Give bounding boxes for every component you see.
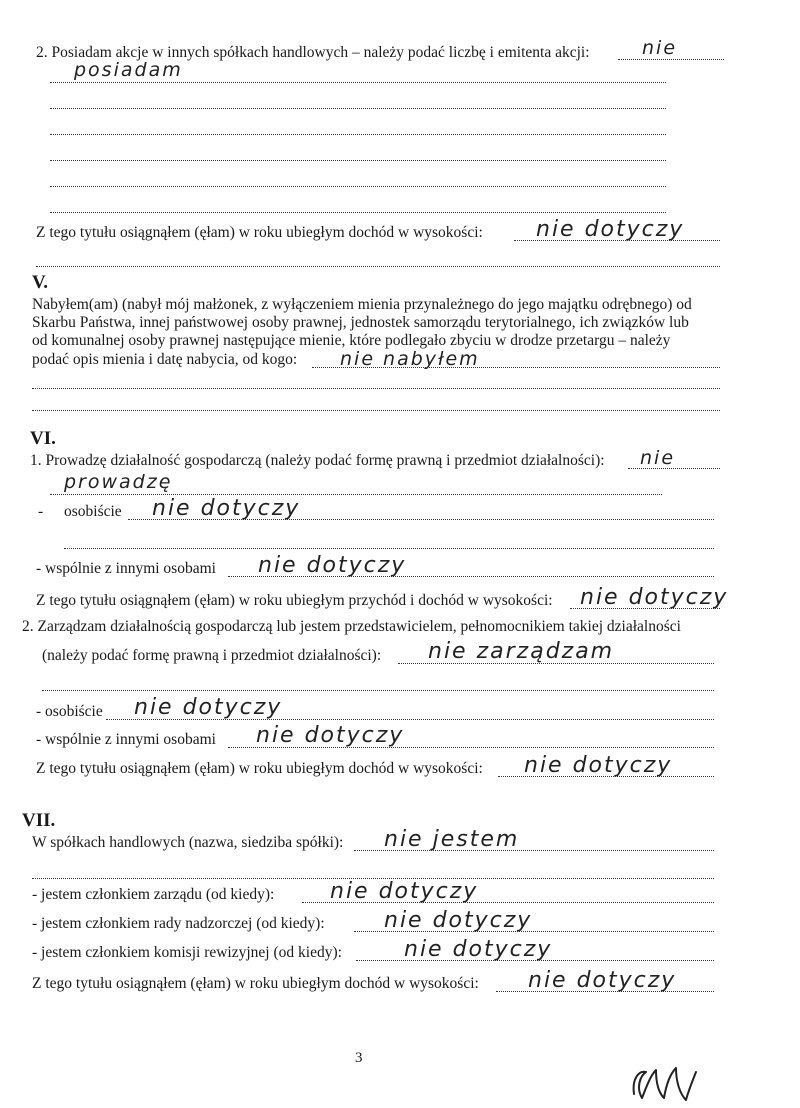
vi-income1-label: Z tego tytułu osiągnąłem (ęłam) w roku ubiegłym przychód i dochód w wysokości: xyxy=(36,592,553,609)
answer-line xyxy=(42,690,714,691)
iv-income-answer: nie dotyczy xyxy=(536,217,685,242)
vi-personal-dash: - xyxy=(38,503,44,520)
vii-companies-label: W spółkach handlowych (nazwa, siedziba spółki): xyxy=(32,834,344,851)
section-v-text-1: Nabyłem(am) (nabył mój małżonek, z wyłączeniem mienia przynależnego do jego majątku odrębnego) od xyxy=(32,296,692,313)
vi-item1-answer-2: prowadzę xyxy=(64,471,173,493)
vii-audit-label: - jestem członkiem komisji rewizyjnej (od kiedy): xyxy=(32,944,342,961)
vi-item1-label: 1. Prowadzę działalność gospodarczą (należy podać formę prawną i przedmiot działalności): xyxy=(30,452,605,469)
vii-audit-answer: nie dotyczy xyxy=(404,937,553,962)
answer-line xyxy=(64,548,714,549)
vi-item2-text-1: 2. Zarządzam działalnością gospodarczą lub jestem przedstawicielem, pełnomocnikiem takiej działalności xyxy=(22,618,681,635)
vi-personal2-answer: nie dotyczy xyxy=(134,695,283,720)
vi-income1-answer: nie dotyczy xyxy=(580,585,729,610)
vii-supervisory-label: - jestem członkiem rady nadzorczej (od kiedy): xyxy=(32,915,325,932)
iv-item2-answer-1: nie xyxy=(642,37,678,59)
section-v-text-3: od komunalnej osoby prawnej następujące mienie, które podlegało zbyciu w drodze przetargu – należy xyxy=(32,332,671,349)
iv-item2-answer-2: posiadam xyxy=(74,59,183,81)
vi-personal-label: osobiście xyxy=(64,503,122,520)
vi-income2-answer: nie dotyczy xyxy=(524,753,673,778)
vi-item2-text-2: (należy podać formę prawną i przedmiot działalności): xyxy=(42,647,382,664)
vii-supervisory-answer: nie dotyczy xyxy=(384,908,533,933)
answer-line xyxy=(50,82,666,83)
signature-initials xyxy=(626,1058,706,1106)
vi-item2-answer: nie zarządzam xyxy=(428,639,615,664)
section-v-heading: V. xyxy=(32,272,49,293)
answer-line xyxy=(50,134,666,135)
vi-personal-answer: nie dotyczy xyxy=(152,496,301,521)
answer-line xyxy=(36,266,720,267)
iv-item2-label: 2. Posiadam akcje w innych spółkach handlowych – należy podać liczbę i emitenta akcji: xyxy=(36,44,590,61)
answer-line xyxy=(50,160,666,161)
vi-joint2-label: - wspólnie z innymi osobami xyxy=(36,731,216,748)
section-v-answer: nie nabyłem xyxy=(340,348,480,370)
page-number: 3 xyxy=(355,1050,363,1066)
vii-income-answer: nie dotyczy xyxy=(528,968,677,993)
section-vii-heading: VII. xyxy=(22,810,56,831)
vi-item1-answer-1: nie xyxy=(640,447,676,469)
vii-income-label: Z tego tytułu osiągnąłem (ęłam) w roku ubiegłym dochód w wysokości: xyxy=(32,975,479,992)
answer-line xyxy=(50,108,666,109)
vii-board-answer: nie dotyczy xyxy=(330,879,479,904)
vi-joint2-answer: nie dotyczy xyxy=(256,723,405,748)
iv-income-label: Z tego tytułu osiągnąłem (ęłam) w roku ubiegłym dochód w wysokości: xyxy=(36,224,483,241)
vii-companies-answer: nie jestem xyxy=(384,827,520,852)
vi-personal2-label: - osobiście xyxy=(36,703,103,720)
vii-board-label: - jestem członkiem zarządu (od kiedy): xyxy=(32,886,275,903)
section-v-text-2: Skarbu Państwa, innej państwowej osoby prawnej, jednostek samorządu terytorialnego, ich związków lub xyxy=(32,314,689,331)
section-vi-heading: VI. xyxy=(30,428,56,449)
answer-line xyxy=(50,494,662,495)
vi-joint-label: - wspólnie z innymi osobami xyxy=(36,560,216,577)
answer-line xyxy=(50,186,666,187)
vi-income2-label: Z tego tytułu osiągnąłem (ęłam) w roku ubiegłym dochód w wysokości: xyxy=(36,760,483,777)
vi-joint-answer: nie dotyczy xyxy=(258,553,407,578)
section-v-text-4: podać opis mienia i datę nabycia, od kogo: xyxy=(32,351,298,368)
answer-line xyxy=(32,410,720,411)
answer-line xyxy=(50,212,666,213)
answer-line xyxy=(32,388,720,389)
